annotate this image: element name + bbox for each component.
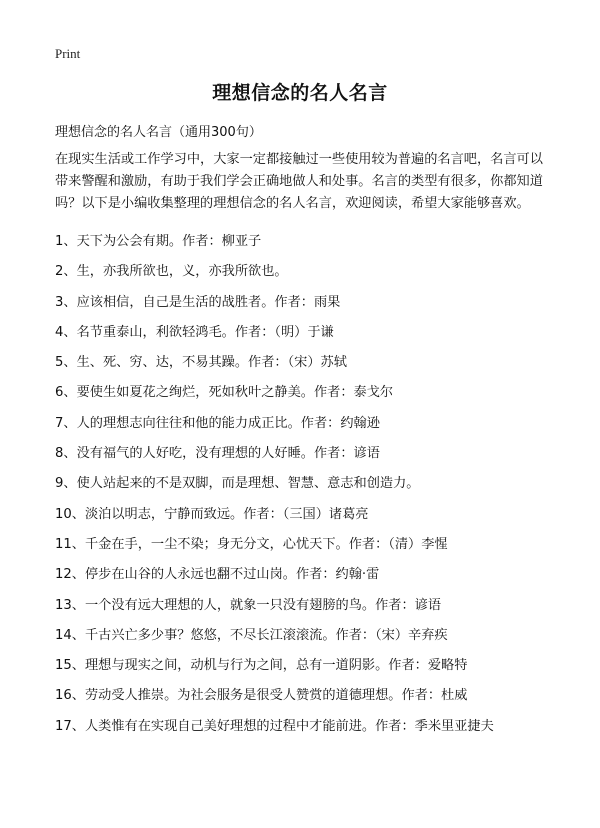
print-link[interactable]: Print <box>55 46 81 61</box>
quote-item: 4、名节重泰山，利欲轻鸿毛。作者：（明）于谦 <box>55 324 334 340</box>
quote-item: 9、使人站起来的不是双脚，而是理想、智慧、意志和创造力。 <box>55 476 420 492</box>
subtitle: 理想信念的名人名言（通用300句） <box>55 125 262 140</box>
quote-item: 13、一个没有远大理想的人，就象一只没有翅膀的鸟。作者：谚语 <box>55 597 442 613</box>
quote-item: 10、淡泊以明志，宁静而致远。作者：（三国）诸葛亮 <box>55 506 369 522</box>
quote-item: 2、生，亦我所欲也，义，亦我所欲也。 <box>55 264 288 280</box>
quote-item: 7、人的理想志向往往和他的能力成正比。作者：约翰逊 <box>55 415 380 431</box>
page-title: 理想信念的名人名言 <box>212 82 388 104</box>
quote-list <box>55 232 494 747</box>
quote-item: 15、理想与现实之间，动机与行为之间，总有一道阴影。作者：爱略特 <box>55 658 468 674</box>
quote-item: 5、生、死、穷、达，不易其躁。作者：（宋）苏轼 <box>55 355 347 371</box>
intro-paragraph: 在现实生活或工作学习中，大家一定都接触过一些使用较为普遍的名言吧，名言可以带来警醒和激励，有助于我们学会正确地做人和处事。名言的类型有很多，你都知道吗？以下是小编收集整理的理想信念的名人名言，欢迎阅读，希望大家能够喜欢。 <box>55 152 543 211</box>
quote-item: 8、没有福气的人好吃，没有理想的人好睡。作者：谚语 <box>55 446 380 462</box>
quote-item: 14、千古兴亡多少事？悠悠，不尽长江滚滚流。作者：（宋）辛弃疾 <box>55 627 448 643</box>
quote-item: 6、要使生如夏花之绚烂，死如秋叶之静美。作者：泰戈尔 <box>55 385 394 401</box>
quote-item: 3、应该相信，自己是生活的战胜者。作者：雨果 <box>55 294 341 310</box>
quote-item: 12、停步在山谷的人永远也翻不过山岗。作者：约翰·雷 <box>55 567 380 583</box>
quote-item: 16、劳动受人推崇。为社会服务是很受人赞赏的道德理想。作者：杜威 <box>55 688 468 704</box>
quote-item: 11、千金在手，一尘不染；身无分文，心忧天下。作者：（清）李惺 <box>55 536 448 552</box>
quote-item: 17、人类惟有在实现自己美好理想的过程中才能前进。作者：季米里亚捷夫 <box>55 718 494 734</box>
quote-item: 1、天下为公会有期。作者：柳亚子 <box>55 234 262 249</box>
